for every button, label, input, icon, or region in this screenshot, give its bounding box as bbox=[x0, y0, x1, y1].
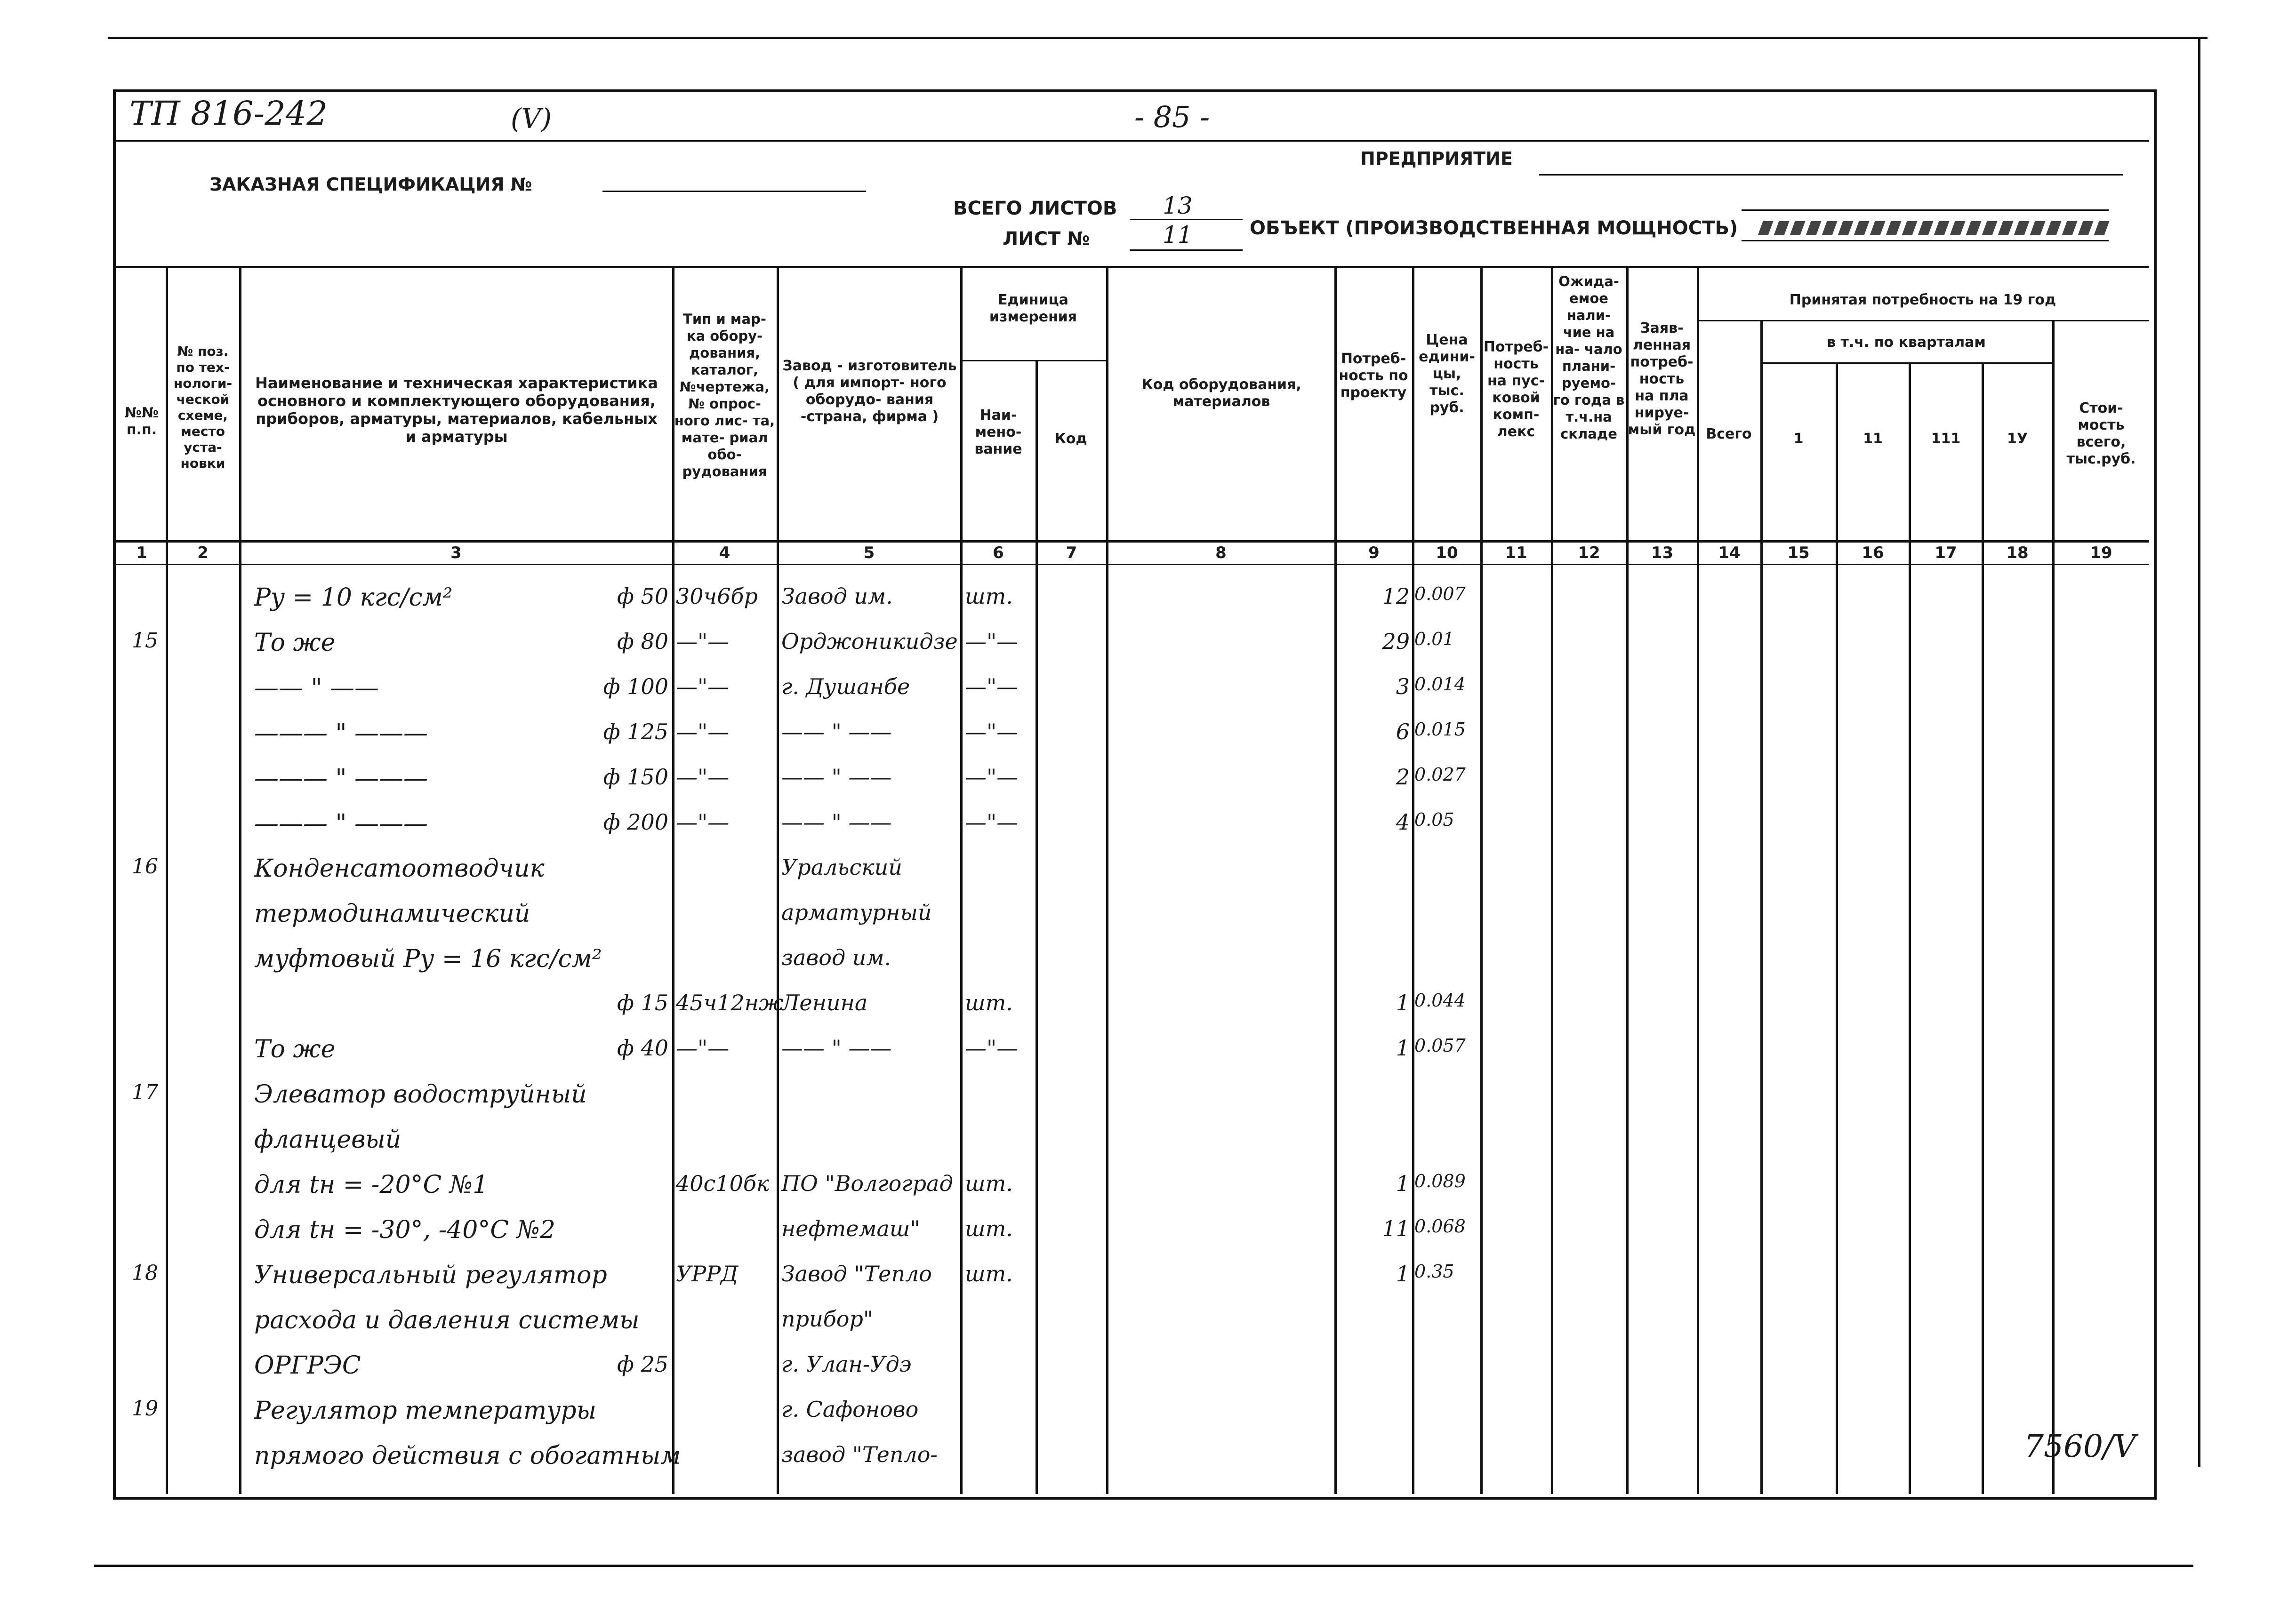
col-sep-13 bbox=[1697, 266, 1699, 1494]
row-maker: —— " —— bbox=[781, 764, 892, 790]
row-dia: ф 200 bbox=[603, 809, 668, 835]
header-accepted: Принятая потребность на 19 год bbox=[1789, 292, 2056, 308]
row-qty: 3 bbox=[1396, 674, 1410, 699]
row-maker: ПО "Волгоград bbox=[781, 1171, 953, 1196]
row-name: муфтовый Ру = 16 кгс/см² bbox=[254, 945, 602, 973]
bottom-rule bbox=[94, 1565, 2193, 1567]
row-qty: 2 bbox=[1396, 764, 1410, 790]
row-pos: 18 bbox=[132, 1261, 158, 1285]
row-unit: —"— bbox=[965, 764, 1019, 790]
doc-code: ТП 816-242 bbox=[129, 94, 328, 133]
row-type: —"— bbox=[676, 719, 730, 744]
col-number: 16 bbox=[1862, 543, 1884, 562]
row-name: Регулятор температуры bbox=[254, 1397, 597, 1425]
col-sep-11 bbox=[1551, 266, 1553, 1494]
row-unit: шт. bbox=[965, 583, 1013, 609]
row-name: ОРГРЭС bbox=[254, 1351, 361, 1380]
row-type: 45ч12нж bbox=[676, 990, 784, 1015]
col-sep-12 bbox=[1626, 266, 1629, 1494]
row-name: —— " —— bbox=[254, 674, 379, 702]
row-name: То же bbox=[254, 629, 336, 657]
row-name: фланцевый bbox=[254, 1126, 401, 1154]
row-unit: —"— bbox=[965, 629, 1019, 654]
col-sep-7 bbox=[1106, 266, 1108, 1494]
col-number: 4 bbox=[719, 543, 731, 562]
row-price: 0.057 bbox=[1414, 1035, 1466, 1056]
row-dia: ф 150 bbox=[603, 764, 668, 790]
col-number: 14 bbox=[1718, 543, 1741, 562]
row-name: Ру = 10 кгс/см² bbox=[254, 583, 453, 612]
row-pos: 16 bbox=[132, 855, 158, 879]
right-margin-rule bbox=[2198, 37, 2200, 1467]
sheet-label: ЛИСТ № bbox=[1003, 228, 1090, 250]
col-sep-18 bbox=[2052, 320, 2055, 1494]
row-type: —"— bbox=[676, 809, 730, 835]
row-maker: —— " —— bbox=[781, 719, 892, 744]
quarters-sub-line bbox=[1760, 362, 2052, 364]
colnum-bottom bbox=[116, 564, 2149, 565]
object-name-scribble bbox=[1758, 221, 2111, 235]
col-number: 18 bbox=[2006, 543, 2029, 562]
header-col-12: Ожида- емое нали- чие на на- чало плани- руемо- го года в т.ч.на складе bbox=[1553, 273, 1625, 442]
header-col-6: Наи- мено- вание bbox=[974, 407, 1022, 457]
row-maker: завод "Тепло- bbox=[781, 1442, 938, 1467]
row-pos: 17 bbox=[132, 1080, 158, 1104]
row-dia: ф 40 bbox=[617, 1035, 668, 1061]
row-price: 0.015 bbox=[1414, 719, 1466, 740]
header-unit: Единица измерения bbox=[989, 292, 1077, 325]
row-unit: —"— bbox=[965, 1035, 1019, 1061]
row-maker: —— " —— bbox=[781, 809, 892, 835]
col-number: 11 bbox=[1505, 543, 1527, 562]
col-number: 19 bbox=[2090, 543, 2112, 562]
row-name: То же bbox=[254, 1035, 336, 1063]
header-col-5: Завод - изготовитель ( для импорт- ного оборудо- вания -страна, фирма ) bbox=[782, 358, 957, 425]
col-number: 9 bbox=[1368, 543, 1380, 562]
col-sep-9 bbox=[1412, 266, 1414, 1494]
row-name: для tн = -30°, -40°С №2 bbox=[254, 1216, 555, 1244]
row-qty: 1 bbox=[1396, 1035, 1410, 1061]
row-type: 40с10бк bbox=[676, 1171, 770, 1196]
col-number: 2 bbox=[197, 543, 209, 562]
row-price: 0.014 bbox=[1414, 674, 1466, 695]
spec-number-line bbox=[602, 191, 866, 192]
object-line-2 bbox=[1742, 240, 2109, 241]
col-sep-4 bbox=[777, 266, 779, 1494]
enterprise-line bbox=[1539, 174, 2123, 176]
row-unit: шт. bbox=[965, 990, 1013, 1015]
row-price: 0.027 bbox=[1414, 764, 1466, 785]
sheet-line bbox=[1130, 249, 1243, 251]
row-qty: 4 bbox=[1396, 809, 1410, 835]
header-col-2: № поз. по тех- нологи- ческой схеме, место уста- новки bbox=[173, 344, 233, 471]
row-dia: ф 125 bbox=[603, 719, 668, 744]
col-number: 6 bbox=[993, 543, 1004, 562]
header-divider bbox=[116, 140, 2149, 142]
col-number: 8 bbox=[1215, 543, 1227, 562]
row-maker: арматурный bbox=[781, 900, 932, 925]
row-maker: г. Душанбе bbox=[781, 674, 910, 699]
row-unit: —"— bbox=[965, 674, 1019, 699]
col-sep-8 bbox=[1334, 266, 1337, 1494]
row-price: 0.089 bbox=[1414, 1171, 1466, 1191]
row-qty: 1 bbox=[1396, 1261, 1410, 1286]
row-pos: 15 bbox=[132, 629, 158, 653]
row-maker: Ленина bbox=[781, 990, 868, 1015]
header-col-4: Тип и мар- ка обору- дования, каталог, №чертежа, № опрос- ного лис- та, мате- риал обо- рудования bbox=[674, 311, 775, 479]
header-col-3: Наименование и техническая характеристика основного и комплектующего оборудования, приборов, арматуры, материалов, кабельных и арматуры bbox=[255, 374, 658, 446]
col-sep-10 bbox=[1480, 266, 1483, 1494]
row-unit: шт. bbox=[965, 1261, 1013, 1286]
row-unit: шт. bbox=[965, 1216, 1013, 1241]
row-maker: г. Улан-Удэ bbox=[781, 1351, 912, 1377]
row-type: УРРД bbox=[676, 1261, 739, 1286]
col-number: 1 bbox=[136, 543, 147, 562]
object-label: ОБЪЕКТ (ПРОИЗВОДСТВЕННАЯ МОЩНОСТЬ) bbox=[1250, 217, 1738, 239]
col-sep-6 bbox=[1036, 360, 1038, 1494]
col-number: 17 bbox=[1935, 543, 1957, 562]
row-name: Элеватор водоструйный bbox=[254, 1080, 587, 1109]
enterprise-label: ПРЕДПРИЯТИЕ bbox=[1360, 148, 1513, 169]
spec-title: ЗАКАЗНАЯ СПЕЦИФИКАЦИЯ № bbox=[209, 174, 532, 195]
row-dia: ф 80 bbox=[617, 629, 668, 654]
row-maker: Орджоникидзе bbox=[781, 629, 958, 654]
header-col-13: Заяв- ленная потреб- ность на пла нируе- мый год bbox=[1628, 320, 1696, 438]
accepted-sub-line bbox=[1697, 320, 2149, 321]
row-name: Конденсатоотводчик bbox=[254, 855, 545, 883]
row-name: Универсальный регулятор bbox=[254, 1261, 607, 1289]
row-maker: Завод им. bbox=[781, 583, 893, 609]
header-col-11: Потреб- ность на пус- ковой комп- лекс bbox=[1483, 339, 1549, 440]
top-rule bbox=[108, 37, 2208, 39]
header-bottom bbox=[116, 540, 2149, 543]
header-col-1: №№ п.п. bbox=[124, 405, 159, 438]
row-maker: г. Сафоново bbox=[781, 1397, 919, 1422]
volume-mark: (V) bbox=[511, 103, 552, 135]
col-number: 7 bbox=[1066, 543, 1077, 562]
row-maker: —— " —— bbox=[781, 1035, 892, 1061]
header-col-9: Потреб- ность по проекту bbox=[1339, 351, 1408, 401]
row-unit: —"— bbox=[965, 809, 1019, 835]
row-qty: 11 bbox=[1382, 1216, 1410, 1241]
row-dia: ф 15 bbox=[617, 990, 668, 1015]
col-sep-15 bbox=[1836, 362, 1838, 1494]
header-col-10: Цена едини- цы, тыс. руб. bbox=[1419, 332, 1475, 416]
header-col-17: 111 bbox=[1931, 431, 1961, 447]
object-line bbox=[1742, 209, 2109, 211]
row-name: ——— " ——— bbox=[254, 719, 428, 747]
row-price: 0.05 bbox=[1414, 809, 1454, 830]
header-col-16: 11 bbox=[1863, 431, 1883, 447]
table-top bbox=[116, 266, 2149, 268]
row-maker: Завод "Тепло bbox=[781, 1261, 932, 1286]
row-type: —"— bbox=[676, 1035, 730, 1061]
row-name: ——— " ——— bbox=[254, 764, 428, 792]
row-unit: шт. bbox=[965, 1171, 1013, 1196]
row-name: термодинамический bbox=[254, 900, 530, 928]
row-price: 0.044 bbox=[1414, 990, 1466, 1011]
row-name: для tн = -20°С №1 bbox=[254, 1171, 489, 1199]
row-price: 0.01 bbox=[1414, 629, 1454, 649]
row-type: —"— bbox=[676, 629, 730, 654]
header-col-15: 1 bbox=[1793, 431, 1804, 447]
total-sheets-line bbox=[1130, 219, 1243, 220]
col-number: 13 bbox=[1651, 543, 1674, 562]
col-number: 3 bbox=[450, 543, 462, 562]
sheet-value: 11 bbox=[1163, 221, 1193, 248]
row-type: 30ч6бр bbox=[676, 583, 758, 609]
col-sep-14 bbox=[1760, 320, 1763, 1494]
row-maker: завод им. bbox=[781, 945, 891, 970]
col-sep-17 bbox=[1982, 362, 1984, 1494]
total-sheets-label: ВСЕГО ЛИСТОВ bbox=[953, 198, 1117, 219]
page-number: - 85 - bbox=[1134, 100, 1210, 134]
col-sep-16 bbox=[1909, 362, 1911, 1494]
row-price: 0.007 bbox=[1414, 583, 1466, 604]
row-qty: 29 bbox=[1382, 629, 1410, 654]
row-unit: —"— bbox=[965, 719, 1019, 744]
row-price: 0.35 bbox=[1414, 1261, 1454, 1282]
header-col-19: Стои- мость всего, тыс.руб. bbox=[2066, 400, 2136, 467]
row-qty: 1 bbox=[1396, 1171, 1410, 1196]
header-col-7: Код bbox=[1054, 431, 1087, 447]
row-name: прямого действия с обогатным bbox=[254, 1442, 681, 1470]
row-qty: 12 bbox=[1382, 583, 1410, 609]
col-number: 5 bbox=[863, 543, 875, 562]
row-type: —"— bbox=[676, 674, 730, 699]
col-sep-2 bbox=[239, 266, 241, 1494]
row-dia: ф 50 bbox=[617, 583, 668, 609]
row-pos: 19 bbox=[132, 1397, 158, 1421]
row-maker: прибор" bbox=[781, 1306, 874, 1332]
header-col-8: Код оборудования, материалов bbox=[1141, 376, 1301, 410]
col-number: 15 bbox=[1787, 543, 1810, 562]
row-price: 0.068 bbox=[1414, 1216, 1466, 1237]
row-dia: ф 25 bbox=[617, 1351, 668, 1377]
header-col-14: Всего bbox=[1706, 426, 1752, 442]
header-col-18: 1У bbox=[2007, 431, 2028, 447]
row-qty: 6 bbox=[1396, 719, 1410, 744]
unit-sub-line bbox=[960, 360, 1106, 361]
header-quarters: в т.ч. по кварталам bbox=[1827, 334, 1986, 351]
row-name: расхода и давления системы bbox=[254, 1306, 640, 1334]
row-type: —"— bbox=[676, 764, 730, 790]
row-qty: 1 bbox=[1396, 990, 1410, 1015]
col-number: 10 bbox=[1436, 543, 1458, 562]
col-number: 12 bbox=[1578, 543, 1600, 562]
row-maker: Уральский bbox=[781, 855, 902, 880]
row-name: ——— " ——— bbox=[254, 809, 428, 838]
total-sheets-value: 13 bbox=[1163, 192, 1193, 219]
row-dia: ф 100 bbox=[603, 674, 668, 699]
row-maker: нефтемаш" bbox=[781, 1216, 920, 1241]
archive-stamp: 7560/V bbox=[2024, 1428, 2136, 1464]
